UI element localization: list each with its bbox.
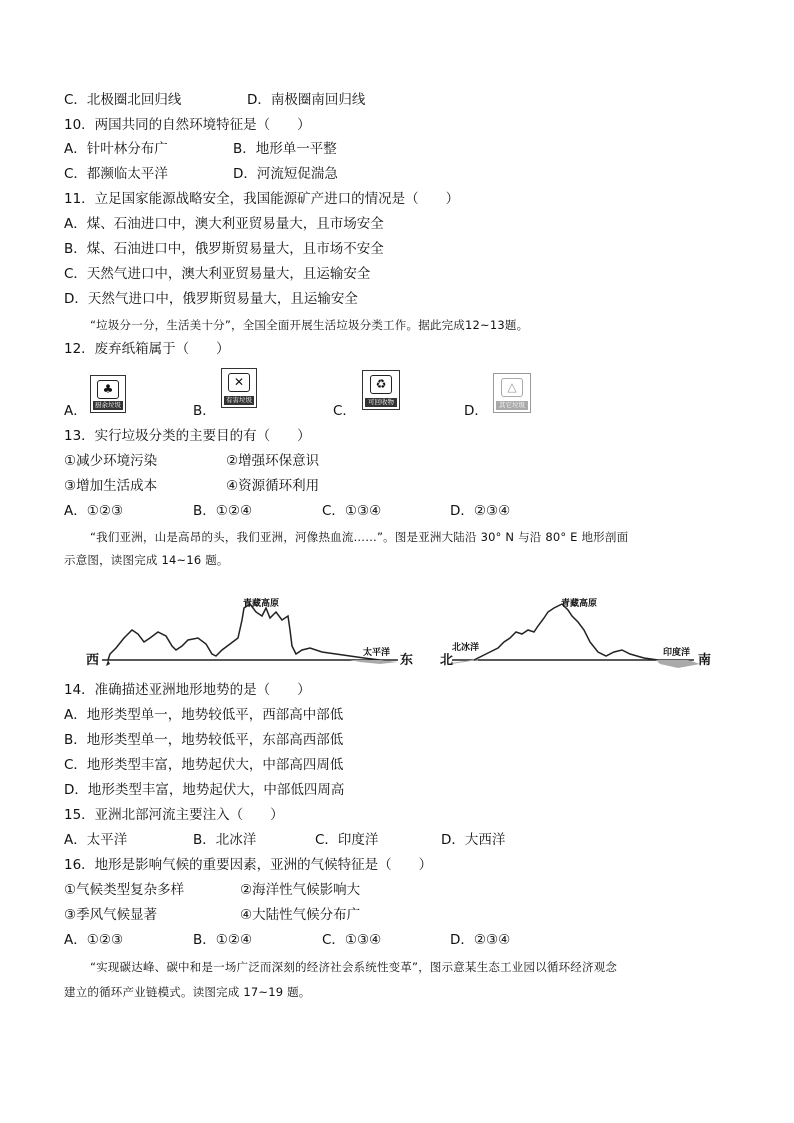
q10-option-a: A．针叶林分布广 bbox=[64, 141, 168, 157]
terrain-profile-line bbox=[474, 604, 658, 660]
right-south-ocean-label: 印度洋 bbox=[663, 648, 691, 658]
intro-17-19-line1: “实现碳达峰、碳中和是一场广泛而深刻的经济社会系统性变革”，图示意某生态工业园以循环经济观念 bbox=[90, 960, 618, 974]
q15-option-d: D．大西洋 bbox=[441, 832, 506, 848]
q12-stem: 12．废弃纸箱属于（ ） bbox=[64, 341, 230, 357]
q13-option-d: D．②③④ bbox=[450, 503, 511, 519]
q16-option-c: C．①③④ bbox=[322, 932, 382, 948]
q9-option-c: C．北极圈北回归线 bbox=[64, 92, 182, 108]
q15-stem: 15．亚洲北部河流主要注入（ ） bbox=[64, 807, 284, 823]
q12-option-a: A． bbox=[64, 403, 87, 419]
recycle-icon: ♻ bbox=[370, 375, 392, 394]
south-label: 南 bbox=[698, 653, 712, 668]
q13-statement-3: ③增加生活成本 bbox=[64, 478, 158, 494]
q14-option-d: D．地形类型丰富，地势起伏大，中部低四周高 bbox=[64, 782, 345, 798]
q10-option-b: B．地形单一平整 bbox=[233, 141, 337, 157]
q12-option-c: C． bbox=[333, 403, 356, 419]
q16-option-d: D．②③④ bbox=[450, 932, 511, 948]
intro-14-16-line1: “我们亚洲，山是高昂的头，我们亚洲，河像热血流……”。图是亚洲大陆沿 30° N 与沿 80° E 地形剖面 bbox=[90, 530, 629, 544]
q9-option-d: D．南极圈南回归线 bbox=[247, 92, 366, 108]
q12-option-d: D． bbox=[464, 403, 488, 419]
icon-d-caption: 其它垃圾 bbox=[496, 401, 528, 410]
q11-option-a: A．煤、石油进口中，澳大利亚贸易量大，且市场安全 bbox=[64, 216, 384, 232]
q16-statement-1: ①气候类型复杂多样 bbox=[64, 882, 185, 898]
q13-statement-2: ②增强环保意识 bbox=[226, 453, 320, 469]
food-waste-icon: ♣ bbox=[97, 380, 119, 399]
q13-option-a: A．①②③ bbox=[64, 503, 124, 519]
q13-option-b: B．①②④ bbox=[193, 503, 253, 519]
hazardous-waste-icon: ✕ bbox=[228, 373, 250, 392]
icon-c-caption: 可回收物 bbox=[365, 398, 397, 407]
q11-option-b: B．煤、石油进口中，俄罗斯贸易量大，且市场不安全 bbox=[64, 241, 384, 257]
q16-option-a: A．①②③ bbox=[64, 932, 124, 948]
q16-statement-4: ④大陆性气候分布广 bbox=[240, 907, 361, 923]
terrain-profile-line bbox=[108, 604, 380, 660]
q15-option-a: A．太平洋 bbox=[64, 832, 128, 848]
intro-14-16-line2: 示意图，读图完成 14~16 题。 bbox=[64, 553, 229, 567]
q14-stem: 14．准确描述亚洲地形地势的是（ ） bbox=[64, 682, 311, 698]
left-plateau-label: 青藏高原 bbox=[243, 599, 280, 609]
q16-option-b: B．①②④ bbox=[193, 932, 253, 948]
q13-statement-4: ④资源循环利用 bbox=[226, 478, 320, 494]
q12-icon-a bbox=[90, 375, 126, 413]
icon-b-caption: 有害垃圾 bbox=[226, 396, 252, 404]
q10-option-c: C．都濒临太平洋 bbox=[64, 166, 168, 182]
q10-stem: 10．两国共同的自然环境特征是（ ） bbox=[64, 117, 311, 133]
other-waste-icon: △ bbox=[501, 378, 523, 397]
q11-option-c: C．天然气进口中，澳大利亚贸易量大，且运输安全 bbox=[64, 266, 371, 282]
indian-ocean-water bbox=[656, 660, 700, 668]
north-label: 北 bbox=[440, 653, 454, 668]
q14-option-c: C．地形类型丰富，地势起伏大，中部高四周低 bbox=[64, 757, 344, 773]
q15-option-b: B．北冰洋 bbox=[193, 832, 257, 848]
intro-17-19-line2: 建立的循环产业链模式。读图完成 17~19 题。 bbox=[64, 985, 311, 999]
intro-12-13: “垃圾分一分，生活美十分”，全国全面开展生活垃圾分类工作。据此完成12~13题。 bbox=[90, 318, 529, 332]
q12-icon-d bbox=[493, 373, 531, 413]
q11-option-d: D．天然气进口中，俄罗斯贸易量大，且运输安全 bbox=[64, 291, 358, 307]
q12-icon-b bbox=[221, 368, 257, 408]
q12-icon-c bbox=[362, 370, 400, 410]
icon-a-caption: 厨余垃圾 bbox=[95, 401, 121, 409]
q10-option-d: D．河流短促湍急 bbox=[233, 166, 338, 182]
q16-stem: 16．地形是影响气候的重要因素，亚洲的气候特征是（ ） bbox=[64, 857, 433, 873]
q13-option-c: C．①③④ bbox=[322, 503, 382, 519]
q14-option-b: B．地形类型单一，地势较低平，东部高西部低 bbox=[64, 732, 344, 748]
right-north-ocean-label: 北冰洋 bbox=[452, 643, 480, 653]
q16-statement-2: ②海洋性气候影响大 bbox=[240, 882, 361, 898]
right-plateau-label: 青藏高原 bbox=[561, 599, 598, 609]
east-label: 东 bbox=[400, 653, 414, 668]
q16-statement-3: ③季风气候显著 bbox=[64, 907, 158, 923]
left-ocean-label: 太平洋 bbox=[363, 648, 391, 658]
q12-option-b: B． bbox=[193, 403, 216, 419]
q11-stem: 11．立足国家能源战略安全，我国能源矿产进口的情况是（ ） bbox=[64, 191, 460, 207]
q13-stem: 13．实行垃圾分类的主要目的有（ ） bbox=[64, 428, 311, 444]
q14-option-a: A．地形类型单一，地势较低平，西部高中部低 bbox=[64, 707, 344, 723]
q15-option-c: C．印度洋 bbox=[315, 832, 379, 848]
west-label: 西 bbox=[86, 653, 100, 668]
q13-statement-1: ①减少环境污染 bbox=[64, 453, 158, 469]
